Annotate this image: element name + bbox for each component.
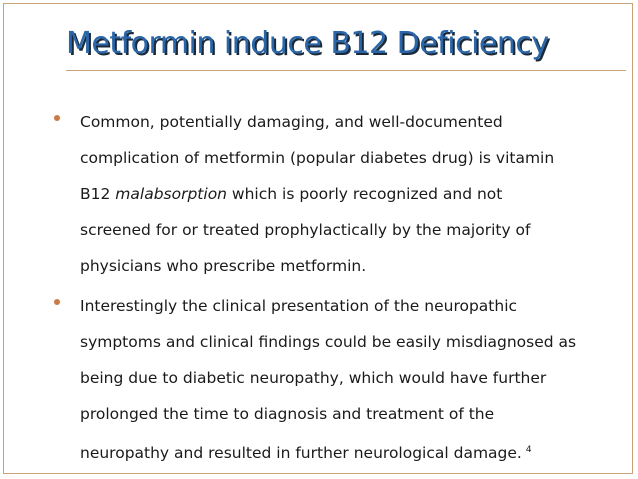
- bullet-dot-icon: [54, 115, 60, 121]
- slide-body: [50, 104, 628, 472]
- bullet-line: complication of metformin (popular diabetes drug) is vitamin: [80, 149, 555, 167]
- bullet-line: [80, 432, 628, 468]
- footnote-marker: 4: [525, 445, 532, 455]
- bullet-line-text: B12: [80, 185, 116, 203]
- bullet-line: Interestingly the clinical presentation of the neuropathic: [80, 297, 518, 315]
- bullet-item: [50, 104, 628, 284]
- slide-title: Metformin induce B12 Deficiency: [66, 26, 549, 61]
- bullet-line-text: which is poorly recognized and not: [227, 185, 503, 203]
- bullet-line: symptoms and clinical findings could be easily misdiagnosed as: [80, 333, 577, 351]
- bullet-line: [80, 176, 628, 212]
- bullet-line: screened for or treated prophylactically by the majority of: [80, 221, 531, 239]
- title-underline: [66, 70, 626, 71]
- bullet-line-text: neuropathy and resulted in further neurological damage.: [80, 444, 522, 462]
- bullet-line: prolonged the time to diagnosis and treatment of the: [80, 405, 495, 423]
- title-box: [66, 14, 626, 76]
- bullet-line: being due to diabetic neuropathy, which would have further: [80, 369, 547, 387]
- bullet-dot-icon: [54, 299, 60, 305]
- bullet-item: [50, 288, 628, 468]
- bullet-line: Common, potentially damaging, and well-documented: [80, 113, 503, 131]
- bullet-line: physicians who prescribe metformin.: [80, 257, 367, 275]
- italic-term: malabsorption: [115, 185, 227, 203]
